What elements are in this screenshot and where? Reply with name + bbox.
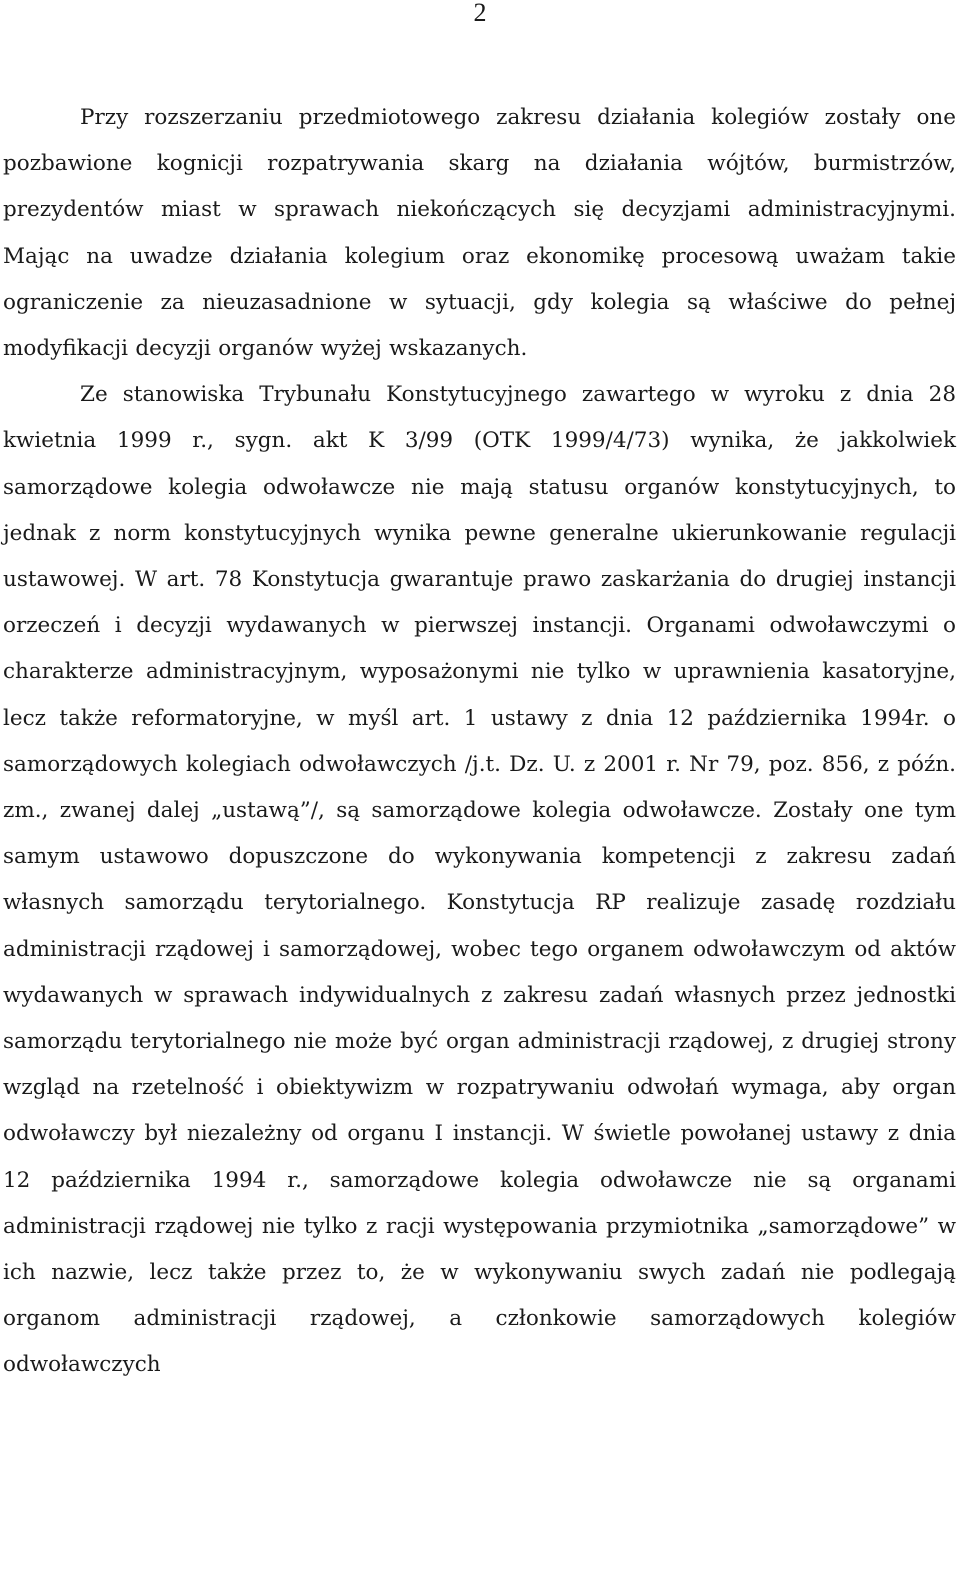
page-number: 2 <box>473 0 487 27</box>
paragraph-1: Przy rozszerzaniu przedmiotowego zakresu działania kolegiów zostały one pozbawione kognicji rozpatrywania skarg na działania wójtów, burmistrzów, prezydentów miast w sprawach niekończących się decyzjami administracyjnymi. Mając na uwadze działania kolegium oraz ekonomikę procesową uważam takie ograniczenie za nieuzasadnione w sytuacji, gdy kolegia są właściwe do pełnej modyfikacji decyzji organów wyżej wskazanych. <box>3 105 956 362</box>
paragraph-2: Ze stanowiska Trybunału Konstytucyjnego zawartego w wyroku z dnia 28 kwietnia 1999 r., sygn. akt K 3/99 (OTK 1999/4/73) wynika, że jakkolwiek samorządowe kolegia odwoławcze nie mają statusu organów konstytucyjnych, to jednak z norm konstytucyjnych wynika pewne generalne ukierunkowanie regulacji ustawowej. W art. 78 Konstytucja gwarantuje prawo zaskarżania do drugiej instancji orzeczeń i decyzji wydawanych w pierwszej instancji. Organami odwoławczymi o charakterze administracyjnym, wyposażonymi nie tylko w uprawnienia kasatoryjne, lecz także reformatoryjne, w myśl art. 1 ustawy z dnia 12 października 1994r. o samorządowych kolegiach odwoławczych /j.t. Dz. U. z 2001 r. Nr 79, poz. 856, z późn. zm., zwanej dalej „ustawą”/, są samorządowe kolegia odwoławcze. Zostały one tym samym ustawowo dopuszczone do wykonywania kompetencji z zakresu zadań własnych samorządu terytorialnego. Konstytucja RP realizuje zasadę rozdziału administracji rządowej i samorządowej, wobec tego organem odwoławczym od aktów wydawanych w sprawach indywidualnych z zakresu zadań własnych przez jednostki samorządu terytorialnego nie może być organ administracji rządowej, z drugiej strony wzgląd na rzetelność i obiektywizm w rozpatrywaniu odwołań wymaga, aby organ odwoławczy był niezależny od organu I instancji. W świetle powołanej ustawy z dnia 12 października 1994 r., samorządowe kolegia odwoławcze nie są organami administracji rządowej nie tylko z racji występowania przymiotnika „samorządowe” w ich nazwie, lecz także przez to, że w wykonywaniu swych zadań nie podlegają organom administracji rządowej, a członkowie samorządowych kolegiów odwoławczych <box>3 382 956 1378</box>
document-body <box>3 95 956 1389</box>
